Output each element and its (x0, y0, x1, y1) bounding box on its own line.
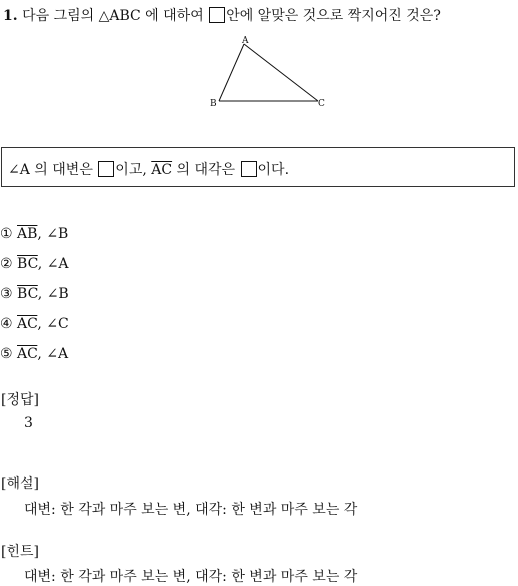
choice-angle: ∠A (46, 346, 69, 362)
blank-box (241, 161, 257, 177)
choice-1[interactable]: ① $\overline{AB}$, ∠B (0, 226, 69, 242)
condition-part4: 이다. (257, 162, 290, 178)
question-number: 1. (3, 8, 18, 24)
choice-mark: ④ (0, 316, 13, 332)
condition-segment: $\overline{AC}$ (151, 162, 173, 178)
question (3, 5, 441, 25)
condition-part3: 의 대각은 (176, 162, 236, 178)
explanation-text: 대변: 한 각과 마주 보는 변, 대각: 한 변과 마주 보는 각 (24, 502, 358, 518)
choice-3[interactable]: ③ $\overline{BC}$, ∠B (0, 286, 69, 302)
choice-4[interactable]: ④ $\overline{AC}$, ∠C (0, 316, 69, 332)
choice-mark: ② (0, 256, 13, 272)
choice-angle: ∠A (46, 256, 69, 272)
choice-segment: $\overline{BC}$ (17, 286, 38, 302)
question-text-before: 다음 그림의 △ABC 에 대하여 (22, 8, 204, 24)
triangle-figure (205, 34, 330, 110)
choice-segment: $\overline{AC}$ (17, 316, 38, 332)
vertex-a-label: A (242, 36, 249, 46)
hint-text: 대변: 한 각과 마주 보는 변, 대각: 한 변과 마주 보는 각 (24, 569, 358, 585)
choice-mark: ⑤ (0, 346, 13, 362)
condition-part2: 이고, (115, 162, 147, 178)
blank-box (98, 161, 114, 177)
condition-box (1, 147, 515, 187)
side-ac (244, 44, 318, 101)
choice-5[interactable]: ⑤ $\overline{AC}$, ∠A (0, 346, 69, 362)
choice-angle: ∠C (46, 316, 69, 332)
condition-part1: ∠A 의 대변은 (8, 162, 93, 178)
choice-segment: $\overline{BC}$ (17, 256, 38, 272)
explanation-label: [해설] (1, 476, 39, 492)
choice-mark: ③ (0, 286, 13, 302)
choice-2[interactable]: ② $\overline{BC}$, ∠A (0, 256, 69, 272)
choice-segment: $\overline{AC}$ (17, 346, 38, 362)
answer-label: [정답] (1, 392, 39, 408)
answer-value: 3 (24, 415, 33, 431)
blank-box (209, 7, 225, 23)
choice-angle: ∠B (46, 226, 69, 242)
side-ab (219, 44, 244, 101)
choice-mark: ① (0, 226, 13, 242)
hint-label: [힌트] (1, 544, 39, 560)
choice-angle: ∠B (46, 286, 69, 302)
condition-text (8, 159, 289, 179)
vertex-b-label: B (210, 99, 217, 109)
question-text-after: 안에 알맞은 것으로 짝지어진 것은? (226, 8, 441, 24)
vertex-c-label: C (318, 99, 325, 109)
choice-segment: $\overline{AB}$ (17, 226, 38, 242)
